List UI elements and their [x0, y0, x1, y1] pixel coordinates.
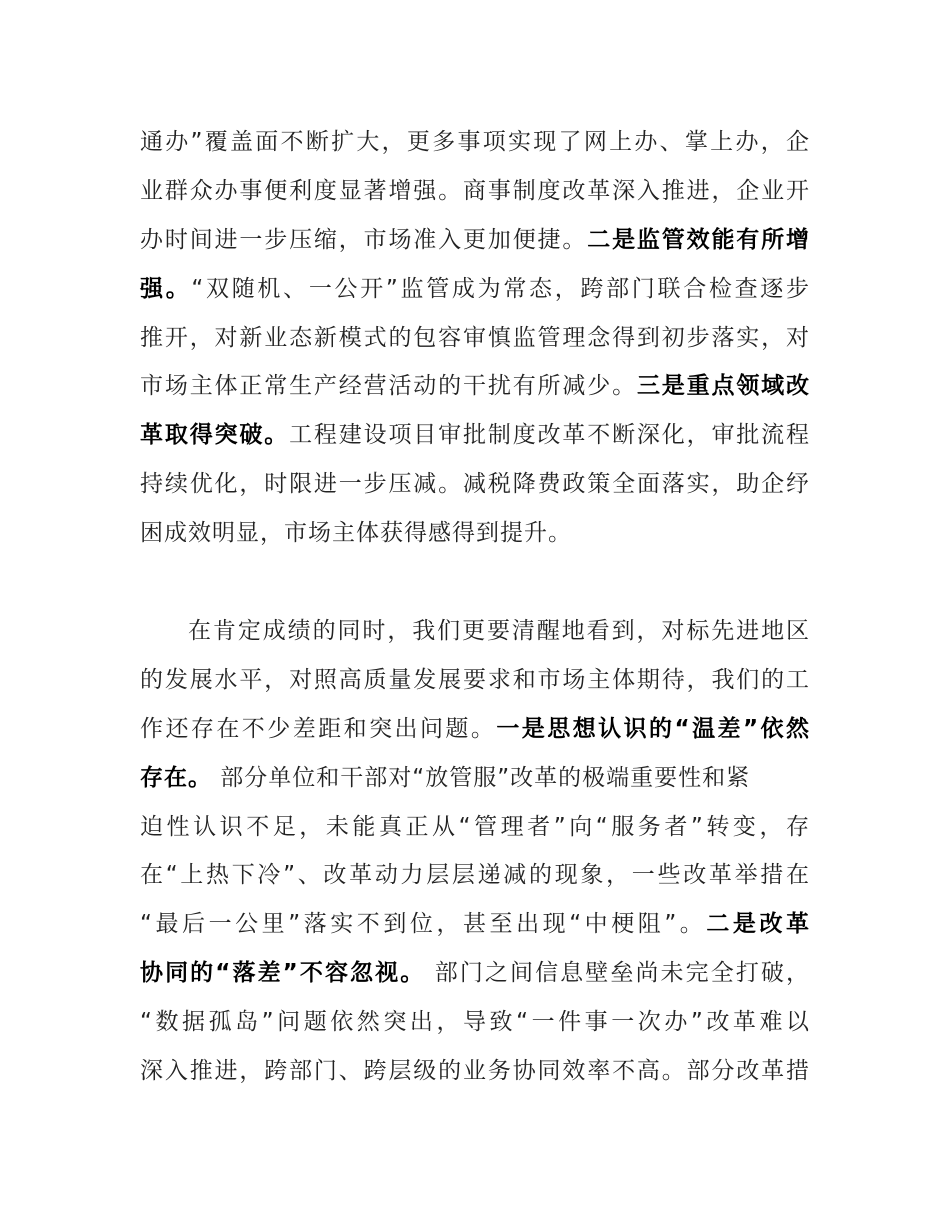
body-text: “最后一公里”落实不到位，甚至出现“中梗阻”。	[140, 911, 707, 938]
text-line	[140, 998, 810, 1047]
text-line	[140, 411, 810, 460]
body-text: 迫性认识不足，未能真正从“管理者”向“服务者”转变，存	[140, 813, 810, 840]
body-text: 部分单位和干部对“放管服”改革的极端重要性和紧	[212, 764, 751, 791]
body-text: 部门之间信息壁垒尚未完全打破，	[425, 960, 811, 987]
text-line	[140, 362, 810, 411]
text-line	[140, 167, 810, 216]
text-line	[140, 754, 810, 803]
text-line	[140, 216, 810, 265]
text-line	[140, 803, 810, 852]
text-line	[140, 1047, 810, 1096]
text-line	[140, 460, 810, 509]
bold-heading-text: 二是监管效能有所增	[587, 226, 811, 253]
bold-heading-text: 三是重点领域改	[636, 373, 811, 400]
text-line	[140, 607, 810, 656]
body-text: 办时间进一步压缩，市场准入更加便捷。	[140, 226, 588, 253]
text-line	[140, 265, 810, 314]
body-text: 持续优化，时限进一步压减。减税降费政策全面落实，助企纾	[140, 471, 810, 498]
text-line	[140, 509, 810, 558]
body-text: 在“上热下冷”、改革动力层层递减的现象，一些改革举措在	[140, 862, 810, 889]
body-text: “数据孤岛”问题依然突出，导致“一件事一次办”改革难以	[140, 1009, 810, 1036]
bold-heading-text: 强。	[140, 275, 192, 302]
bold-heading-text: 一是思想认识的“温差”依然	[496, 715, 811, 742]
text-line	[140, 949, 810, 998]
paragraph-problems	[140, 607, 810, 1096]
body-text: 作还存在不少差距和突出问题。	[140, 715, 497, 742]
body-text: 深入推进，跨部门、跨层级的业务协同效率不高。部分改革措	[140, 1058, 810, 1085]
bold-heading-text: 协同的“落差”不容忽视。	[140, 960, 426, 987]
body-text: 在肯定成绩的同时，我们更要清醒地看到，对标先进地区	[188, 618, 810, 644]
body-text: 通办”覆盖面不断扩大，更多事项实现了网上办、掌上办，企	[140, 129, 810, 155]
body-text: 推开，对新业态新模式的包容审慎监管理念得到初步落实，对	[140, 324, 810, 351]
paragraph-achievements	[140, 118, 810, 558]
text-line	[140, 705, 810, 754]
text-line	[140, 900, 810, 949]
bold-heading-text: 二是改革	[706, 911, 810, 938]
body-text: “双随机、一公开”监管成为常态，跨部门联合检查逐步	[191, 275, 810, 302]
text-line	[140, 851, 810, 900]
text-line	[140, 314, 810, 363]
bold-heading-text: 存在。	[140, 764, 212, 791]
body-text: 市场主体正常生产经营活动的干扰有所减少。	[140, 373, 637, 400]
body-text: 工程建设项目审批制度改革不断深化，审批流程	[289, 422, 811, 449]
text-line	[140, 656, 810, 705]
body-text: 业群众办事便利度显著增强。商事制度改革深入推进，企业开	[140, 177, 810, 204]
text-line	[140, 118, 810, 167]
bold-heading-text: 革取得突破。	[140, 422, 290, 449]
body-text: 的发展水平，对照高质量发展要求和市场主体期待，我们的工	[140, 666, 810, 693]
body-text: 困成效明显，市场主体获得感得到提升。	[140, 520, 572, 547]
